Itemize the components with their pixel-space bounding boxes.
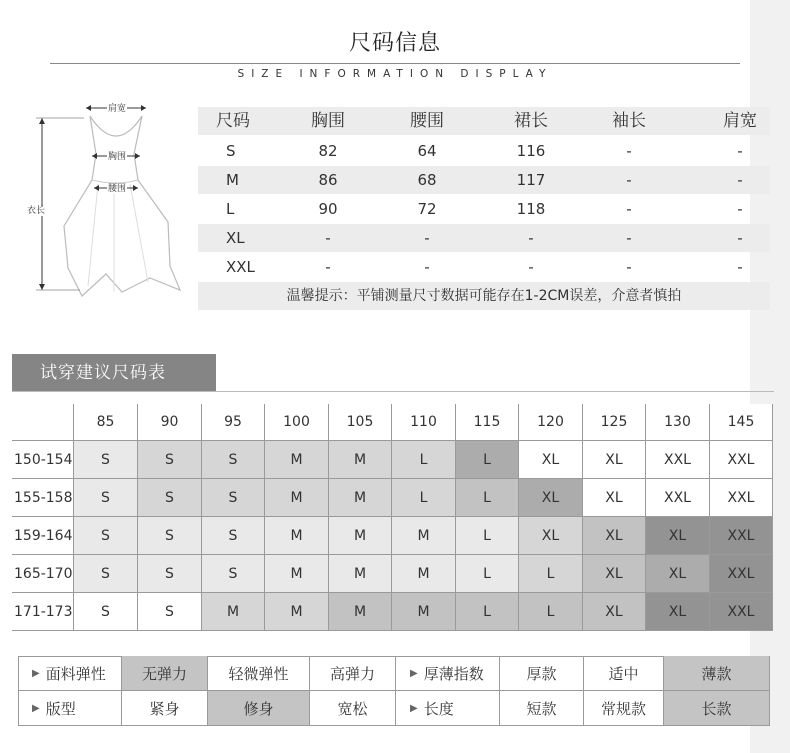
size-recommendation-cell: M bbox=[265, 517, 329, 555]
size-table-cell: XL bbox=[226, 229, 245, 247]
size-table-header: 裙长 bbox=[514, 111, 548, 131]
size-recommendation-cell: M bbox=[329, 555, 392, 593]
height-row-label: 155-158 bbox=[12, 479, 74, 517]
attribute-text: 常规款 bbox=[600, 699, 646, 718]
size-table-header: 胸围 bbox=[311, 111, 345, 131]
triangle-marker-icon: ▶ bbox=[32, 667, 40, 679]
height-row-label: 165-170 bbox=[12, 555, 74, 593]
size-recommendation-cell: S bbox=[138, 441, 202, 479]
size-table-cell: - bbox=[737, 142, 743, 160]
size-recommendation-cell: XXL bbox=[710, 593, 773, 631]
size-recommendation-cell: S bbox=[202, 441, 265, 479]
size-recommendation-cell: M bbox=[265, 593, 329, 631]
measurement-note: 温馨提示：平铺测量尺寸数据可能存在1-2CM误差，介意者慎拍 bbox=[286, 288, 682, 304]
attribute-option bbox=[208, 656, 310, 691]
height-row-label: 159-164 bbox=[12, 517, 74, 555]
size-table-cell: 117 bbox=[516, 171, 546, 189]
section-divider bbox=[12, 391, 774, 392]
size-recommendation-cell: XXL bbox=[710, 555, 773, 593]
size-recommendation-cell: L bbox=[392, 441, 456, 479]
attribute-option bbox=[664, 691, 770, 726]
size-recommendation-cell: S bbox=[138, 555, 202, 593]
size-recommendation-cell: XL bbox=[583, 593, 646, 631]
weight-header-cell: 145 bbox=[710, 404, 773, 441]
size-recommendation-cell: S bbox=[138, 479, 202, 517]
attribute-text: 修身 bbox=[243, 699, 274, 718]
weight-header-cell: 120 bbox=[519, 404, 583, 441]
size-table-header: 袖长 bbox=[612, 111, 646, 131]
attribute-option bbox=[584, 656, 664, 691]
size-recommendation-cell: XL bbox=[519, 479, 583, 517]
attribute-text: 长款 bbox=[701, 699, 732, 718]
attribute-text: 薄款 bbox=[701, 664, 732, 683]
attribute-text: 宽松 bbox=[337, 699, 368, 718]
size-recommendation-cell: M bbox=[265, 479, 329, 517]
size-table-header: 尺码 bbox=[216, 111, 250, 131]
weight-header-cell: 100 bbox=[265, 404, 329, 441]
size-recommendation-cell: L bbox=[456, 479, 519, 517]
size-recommendation-cell: XL bbox=[646, 593, 710, 631]
size-table-cell: - bbox=[626, 142, 632, 160]
size-recommendation-cell: M bbox=[265, 555, 329, 593]
size-recommendation-cell: XXL bbox=[646, 479, 710, 517]
size-recommendation-cell: XL bbox=[519, 517, 583, 555]
size-table-cell: XXL bbox=[226, 258, 255, 276]
weight-header-cell: 90 bbox=[138, 404, 202, 441]
attribute-label bbox=[396, 656, 500, 691]
attribute-text: 长度 bbox=[423, 699, 454, 718]
size-recommendation-cell: XXL bbox=[710, 479, 773, 517]
size-recommendation-cell: XL bbox=[646, 517, 710, 555]
size-table-cell: - bbox=[528, 229, 534, 247]
attribute-text: 版型 bbox=[45, 699, 76, 718]
size-table-cell: - bbox=[626, 258, 632, 276]
size-recommendation-cell: L bbox=[456, 593, 519, 631]
size-recommendation-cell: S bbox=[74, 441, 138, 479]
size-recommendation-cell: M bbox=[202, 593, 265, 631]
size-recommendation-cell: S bbox=[74, 479, 138, 517]
weight-header-cell: 105 bbox=[329, 404, 392, 441]
attribute-text: 轻微弹性 bbox=[228, 664, 289, 683]
attribute-option bbox=[500, 691, 584, 726]
attribute-text: 适中 bbox=[608, 664, 639, 683]
size-table-cell: - bbox=[626, 229, 632, 247]
size-table-cell: - bbox=[325, 258, 331, 276]
attribute-option bbox=[122, 691, 208, 726]
size-recommendation-cell: XL bbox=[646, 555, 710, 593]
size-recommendation-cell: S bbox=[74, 593, 138, 631]
size-recommendation-cell: XL bbox=[519, 441, 583, 479]
weight-header-cell: 130 bbox=[646, 404, 710, 441]
attribute-option bbox=[122, 656, 208, 691]
size-recommendation-cell: XXL bbox=[710, 441, 773, 479]
attribute-label bbox=[396, 691, 500, 726]
length-label: 衣长 bbox=[27, 206, 46, 216]
size-recommendation-cell: XL bbox=[583, 517, 646, 555]
size-recommendation-cell: L bbox=[456, 441, 519, 479]
attribute-label bbox=[18, 691, 122, 726]
size-table-cell: L bbox=[226, 200, 235, 218]
size-table-cell: - bbox=[626, 200, 632, 218]
size-table-cell: - bbox=[424, 258, 430, 276]
size-recommendation-cell: M bbox=[392, 517, 456, 555]
size-recommendation-cell: S bbox=[202, 555, 265, 593]
waist-label: 腰围 bbox=[108, 184, 127, 194]
attribute-option bbox=[310, 656, 396, 691]
attribute-label bbox=[18, 656, 122, 691]
size-table-cell: 116 bbox=[516, 142, 546, 160]
size-recommendation-cell: L bbox=[456, 517, 519, 555]
size-recommendation-cell: M bbox=[329, 517, 392, 555]
size-table-cell: - bbox=[325, 229, 331, 247]
size-recommendation-cell: L bbox=[519, 593, 583, 631]
size-table-cell: - bbox=[737, 229, 743, 247]
triangle-marker-icon: ▶ bbox=[32, 702, 40, 714]
shoulder-label: 肩宽 bbox=[108, 104, 127, 114]
size-table-cell: S bbox=[226, 142, 236, 160]
size-table-cell: 72 bbox=[417, 200, 437, 218]
size-table-cell: 90 bbox=[318, 200, 338, 218]
attribute-text: 高弹力 bbox=[329, 664, 375, 683]
size-recommendation-cell: S bbox=[202, 479, 265, 517]
size-table-cell: 86 bbox=[318, 171, 338, 189]
weight-header-cell: 85 bbox=[74, 404, 138, 441]
size-table-cell: - bbox=[737, 258, 743, 276]
size-recommendation-cell: L bbox=[392, 479, 456, 517]
attribute-text: 短款 bbox=[526, 699, 557, 718]
size-table-cell: M bbox=[226, 171, 239, 189]
attribute-text: 厚薄指数 bbox=[423, 664, 484, 683]
size-table-header: 腰围 bbox=[410, 111, 444, 131]
size-table-cell: - bbox=[528, 258, 534, 276]
size-recommendation-cell: S bbox=[74, 517, 138, 555]
size-recommendation-cell: M bbox=[392, 555, 456, 593]
attribute-text: 厚款 bbox=[526, 664, 557, 683]
size-table-header: 肩宽 bbox=[723, 111, 757, 131]
size-recommendation-cell: S bbox=[138, 593, 202, 631]
grid-corner-cell bbox=[12, 404, 74, 441]
size-table-cell: 82 bbox=[318, 142, 338, 160]
size-table-cell: 64 bbox=[417, 142, 437, 160]
size-recommendation-cell: XXL bbox=[710, 517, 773, 555]
size-recommendation-cell: S bbox=[202, 517, 265, 555]
size-table-cell: - bbox=[424, 229, 430, 247]
attribute-option bbox=[500, 656, 584, 691]
title-divider bbox=[50, 63, 740, 64]
attribute-option bbox=[664, 656, 770, 691]
size-recommendation-cell: XXL bbox=[646, 441, 710, 479]
weight-header-cell: 95 bbox=[202, 404, 265, 441]
size-recommendation-cell: S bbox=[138, 517, 202, 555]
attribute-text: 无弹力 bbox=[141, 664, 187, 683]
size-recommendation-cell: L bbox=[519, 555, 583, 593]
dress-illustration bbox=[18, 96, 196, 306]
section-banner: 试穿建议尺码表 bbox=[12, 354, 216, 392]
page-title: 尺码信息 bbox=[348, 31, 441, 56]
size-recommendation-cell: S bbox=[74, 555, 138, 593]
size-recommendation-cell: L bbox=[456, 555, 519, 593]
attribute-text: 紧身 bbox=[149, 699, 180, 718]
attribute-option bbox=[584, 691, 664, 726]
bust-label: 胸围 bbox=[108, 152, 127, 162]
height-row-label: 171-173 bbox=[12, 593, 74, 631]
size-recommendation-cell: XL bbox=[583, 479, 646, 517]
size-table-cell: - bbox=[737, 200, 743, 218]
dress-measurement-figure bbox=[18, 96, 196, 306]
size-recommendation-cell: M bbox=[329, 593, 392, 631]
attribute-option bbox=[310, 691, 396, 726]
size-recommendation-cell: XL bbox=[583, 555, 646, 593]
size-table-cell: - bbox=[626, 171, 632, 189]
size-recommendation-cell: M bbox=[329, 479, 392, 517]
weight-header-cell: 125 bbox=[583, 404, 646, 441]
weight-header-cell: 110 bbox=[392, 404, 456, 441]
attribute-text: 面料弹性 bbox=[45, 664, 106, 683]
attribute-option bbox=[208, 691, 310, 726]
triangle-marker-icon: ▶ bbox=[410, 702, 418, 714]
size-recommendation-cell: M bbox=[329, 441, 392, 479]
page-subtitle: SIZE INFORMATION DISPLAY bbox=[237, 68, 553, 80]
size-table-cell: - bbox=[737, 171, 743, 189]
weight-header-cell: 115 bbox=[456, 404, 519, 441]
height-row-label: 150-154 bbox=[12, 441, 74, 479]
triangle-marker-icon: ▶ bbox=[410, 667, 418, 679]
size-recommendation-cell: XL bbox=[583, 441, 646, 479]
size-table-cell: 68 bbox=[417, 171, 437, 189]
size-recommendation-cell: M bbox=[265, 441, 329, 479]
size-recommendation-cell: M bbox=[392, 593, 456, 631]
size-table-cell: 118 bbox=[516, 200, 546, 218]
